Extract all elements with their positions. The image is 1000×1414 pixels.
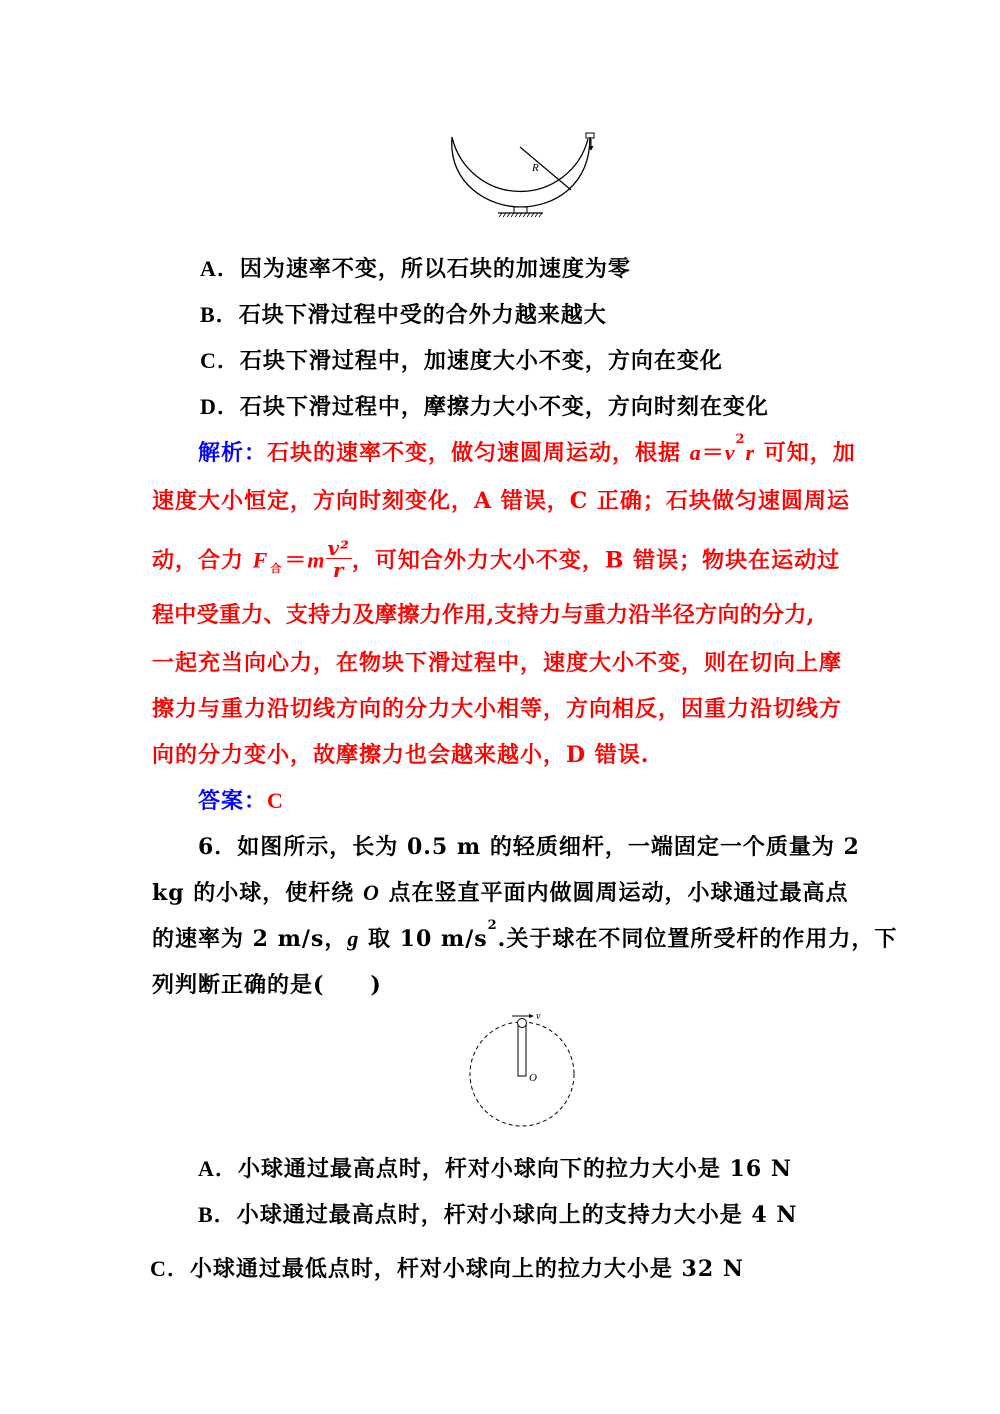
formula-r: r <box>745 440 756 465</box>
analysis-text: 可知，加 <box>755 440 856 466</box>
analysis-text: ，可知合外力大小不变，B 错误；物块在运动过 <box>351 547 841 574</box>
option-text: 小球通过最低点时，杆对小球向上的拉力大小是 32 N <box>189 1256 744 1282</box>
option-text: 小球通过最高点时，杆对小球向上的支持力大小是 4 N <box>236 1202 798 1228</box>
velocity-label: v <box>536 1011 541 1022</box>
formula-eq: ＝ <box>701 440 725 466</box>
analysis-line-4: 程中受重力、支持力及摩擦力作用,支持力与重力沿半径方向的分力, <box>152 602 815 628</box>
bowl-figure <box>440 125 600 220</box>
option-text: 因为速率不变，所以石块的加速度为零 <box>239 256 631 282</box>
q6-text: .关于球在不同位置所受杆的作用力，下 <box>497 926 898 952</box>
q6-option-a <box>198 1152 792 1183</box>
analysis-line-2: 速度大小恒定，方向时刻变化，A 错误，C 正确；石块做匀速圆周运 <box>152 488 850 514</box>
option-letter: B． <box>198 1202 237 1227</box>
q6-text: 点在竖直平面内做圆周运动，小球通过最高点 <box>379 880 849 906</box>
q6-option-c <box>150 1252 744 1283</box>
formula-a: a <box>689 440 702 465</box>
option-text: 石块下滑过程中，加速度大小不变，方向在变化 <box>239 348 723 374</box>
analysis-text: 石块的速率不变，做匀速圆周运动，根据 <box>267 440 690 466</box>
q5-option-d <box>200 390 769 421</box>
q6-line-2 <box>152 876 849 907</box>
option-letter: D． <box>200 394 240 419</box>
fraction-numerator: v² <box>327 536 350 560</box>
option-text: 石块下滑过程中，摩擦力大小不变，方向时刻在变化 <box>239 394 769 420</box>
fraction-v2-over-r <box>326 538 352 581</box>
answer-line <box>198 784 284 815</box>
mass-symbol: m <box>307 547 326 573</box>
analysis-line-5: 一起充当向心力，在物块下滑过程中，速度大小不变，则在切向上摩 <box>152 650 843 676</box>
gravity-symbol: g <box>347 926 360 951</box>
unit-sup: 2 <box>487 918 498 933</box>
center-label: O <box>529 1072 537 1084</box>
formula-sup: 2 <box>735 432 746 447</box>
q6-option-b <box>198 1198 797 1229</box>
q6-text: 的速率为 2 m/s， <box>152 926 348 952</box>
analysis-label: 解析： <box>198 440 268 466</box>
q5-option-b <box>200 298 607 329</box>
q6-line-3 <box>152 918 898 953</box>
q6-line-4: 列判断正确的是( ) <box>152 972 382 998</box>
formula-eq: ＝ <box>284 547 308 574</box>
rod-circle-figure <box>460 1008 590 1128</box>
analysis-text: 动，合力 <box>152 547 253 574</box>
analysis-line-6: 擦力与重力沿切线方向的分力大小相等，方向相反，因重力沿切线方 <box>152 696 843 722</box>
analysis-line-7: 向的分力变小，故摩擦力也会越来越小，D 错误. <box>152 742 650 768</box>
formula-v: v <box>724 440 736 465</box>
radius-label: R <box>532 162 539 174</box>
option-letter: C． <box>200 348 240 373</box>
q6-text: kg 的小球，使杆绕 <box>152 880 363 906</box>
q6-line-1: 6．如图所示，长为 0.5 m 的轻质细杆，一端固定一个质量为 2 <box>198 834 860 860</box>
analysis-line-3 <box>152 536 841 583</box>
analysis-line-1 <box>198 432 856 467</box>
fraction-denominator: r <box>332 558 345 582</box>
option-text: 小球通过最高点时，杆对小球向下的拉力大小是 16 N <box>237 1156 792 1182</box>
option-letter: B． <box>200 302 239 327</box>
option-letter: A． <box>200 256 240 281</box>
option-letter: A． <box>198 1156 238 1181</box>
force-symbol: F <box>252 547 269 573</box>
option-text: 石块下滑过程中受的合外力越来越大 <box>238 302 607 328</box>
q5-option-a <box>200 252 631 283</box>
point-o: O <box>362 880 380 905</box>
option-letter: C． <box>150 1256 190 1281</box>
answer-value: C <box>267 788 284 813</box>
answer-label: 答案： <box>198 788 268 814</box>
q5-option-c <box>200 344 723 375</box>
q6-text: 取 10 m/s <box>359 926 488 952</box>
force-subscript: 合 <box>270 561 283 575</box>
